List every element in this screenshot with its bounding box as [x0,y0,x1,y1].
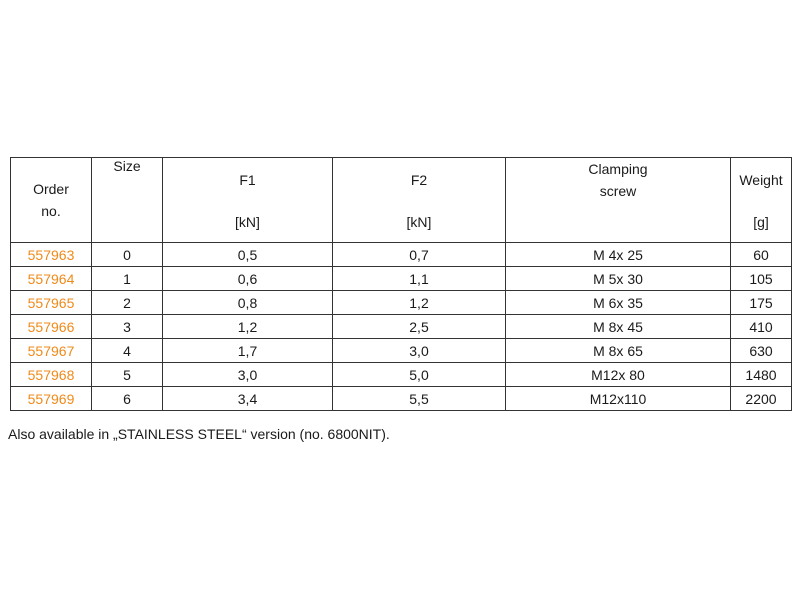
f2-cell: 3,0 [333,339,506,363]
header-size: Size [92,158,163,243]
size-cell: 1 [92,267,163,291]
screw-cell: M 6x 35 [506,291,731,315]
screw-cell: M12x 80 [506,363,731,387]
screw-cell: M 4x 25 [506,243,731,267]
header-weight [731,158,792,243]
header-weight-label: Weight [739,172,783,188]
screw-cell: M 8x 45 [506,315,731,339]
header-f2-label: F2 [410,172,428,188]
order-number: 557966 [11,315,92,339]
header-row [11,158,792,243]
table-row [11,339,792,363]
weight-cell: 175 [731,291,792,315]
f2-cell: 0,7 [333,243,506,267]
header-f1-label: F1 [239,172,256,188]
weight-cell: 60 [731,243,792,267]
header-order-no: Order no. [11,158,92,243]
header-weight-unit: [g] [753,214,769,230]
f1-cell: 1,2 [163,315,333,339]
table-row [11,243,792,267]
weight-cell: 105 [731,267,792,291]
screw-cell: M12x110 [506,387,731,411]
header-f1-unit: [kN] [235,214,260,230]
size-cell: 3 [92,315,163,339]
weight-cell: 630 [731,339,792,363]
table-row [11,291,792,315]
f1-cell: 1,7 [163,339,333,363]
spec-table [10,157,792,411]
size-cell: 0 [92,243,163,267]
order-number: 557969 [11,387,92,411]
size-cell: 4 [92,339,163,363]
f1-cell: 0,8 [163,291,333,315]
header-clamping-screw [506,158,731,243]
weight-cell: 2200 [731,387,792,411]
weight-cell: 1480 [731,363,792,387]
f2-cell: 2,5 [333,315,506,339]
weight-cell: 410 [731,315,792,339]
f1-cell: 0,5 [163,243,333,267]
order-number: 557963 [11,243,92,267]
f1-cell: 0,6 [163,267,333,291]
screw-cell: M 8x 65 [506,339,731,363]
table-row [11,363,792,387]
header-f1 [163,158,333,243]
header-clamping-screw-label: Clamping screw [588,161,648,199]
size-cell: 2 [92,291,163,315]
f2-cell: 5,5 [333,387,506,411]
order-number: 557964 [11,267,92,291]
f2-cell: 5,0 [333,363,506,387]
header-f2-unit: [kN] [406,214,432,230]
f1-cell: 3,4 [163,387,333,411]
f2-cell: 1,1 [333,267,506,291]
screw-cell: M 5x 30 [506,267,731,291]
table-row [11,315,792,339]
table-row [11,387,792,411]
f1-cell: 3,0 [163,363,333,387]
size-cell: 5 [92,363,163,387]
order-number: 557967 [11,339,92,363]
order-number: 557968 [11,363,92,387]
size-cell: 6 [92,387,163,411]
header-f2 [333,158,506,243]
order-number: 557965 [11,291,92,315]
availability-note: Also available in „STAINLESS STEEL“ version (no. 6800NIT). [8,426,390,442]
table-row [11,267,792,291]
f2-cell: 1,2 [333,291,506,315]
